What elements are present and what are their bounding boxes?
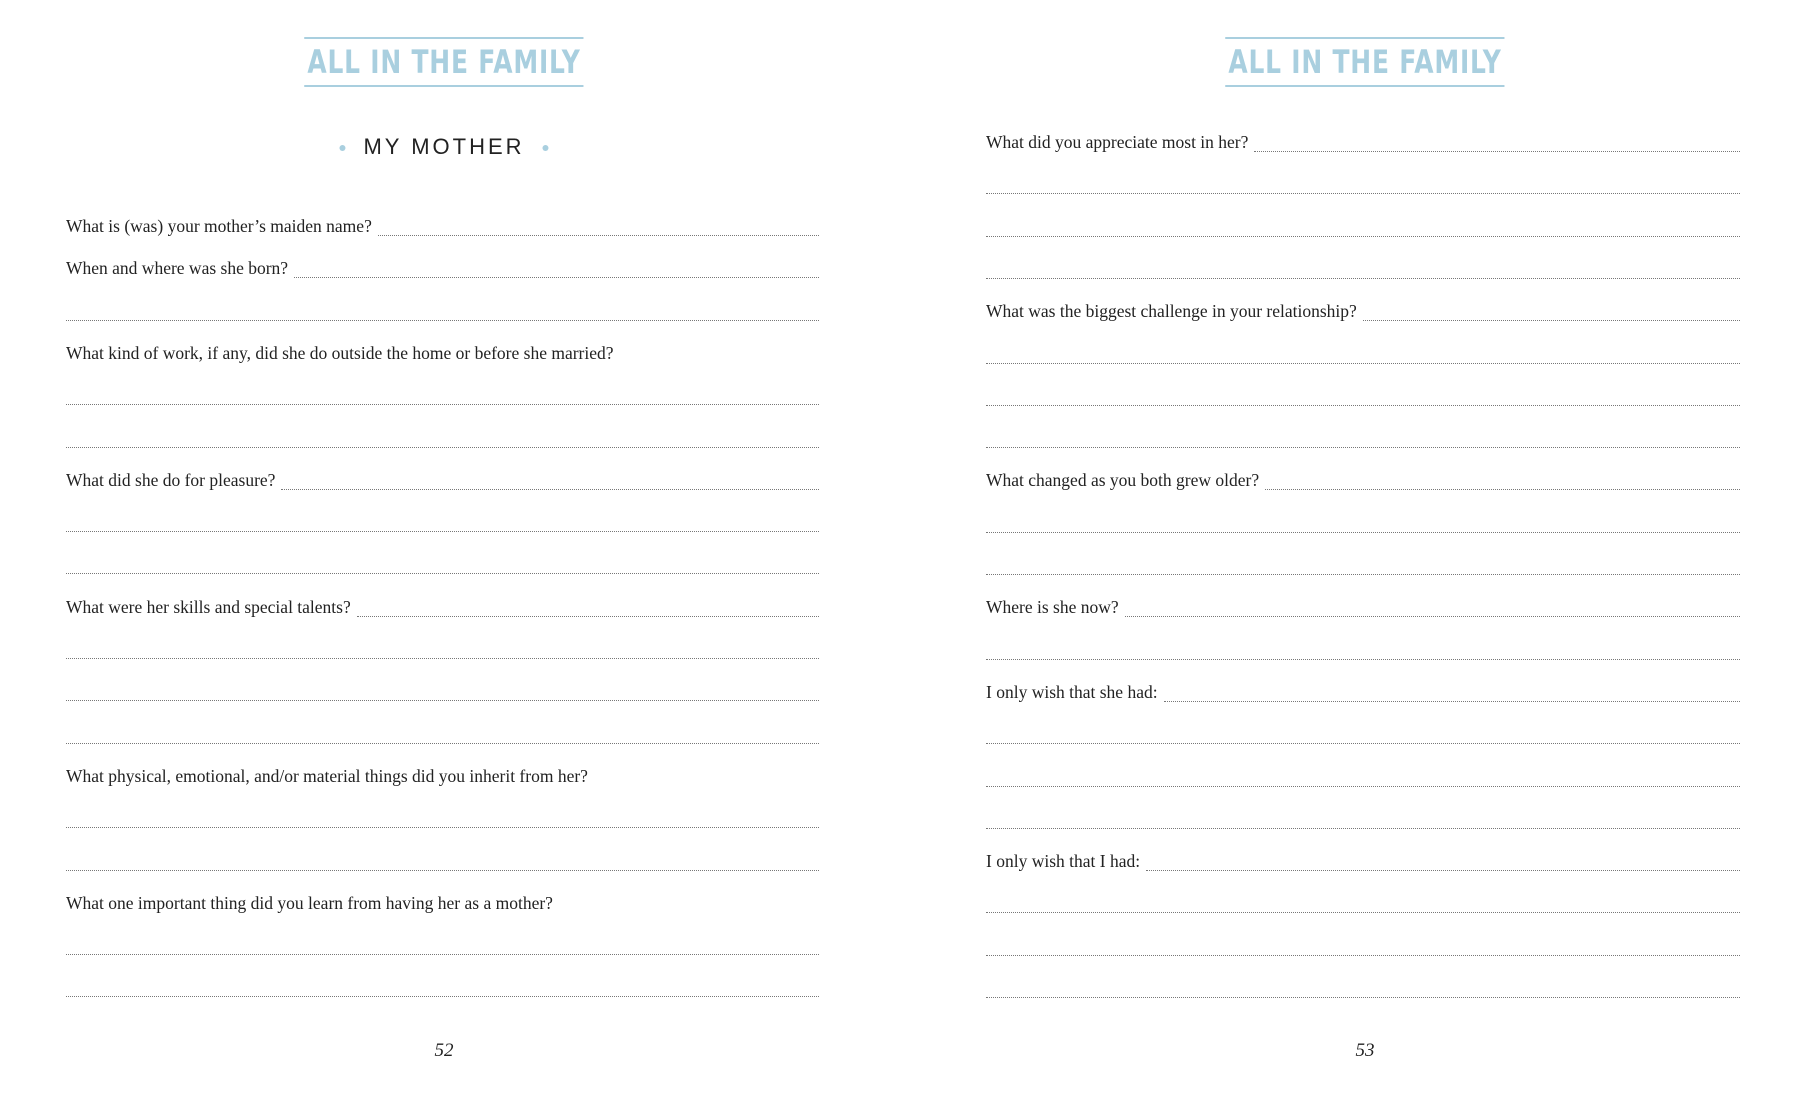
dotted-answer-line[interactable] bbox=[986, 997, 1740, 998]
dotted-answer-line[interactable] bbox=[66, 954, 819, 955]
answer-line[interactable] bbox=[986, 720, 1740, 744]
answer-line[interactable] bbox=[986, 636, 1740, 660]
page-number: 53 bbox=[1355, 1040, 1375, 1061]
answer-line[interactable] bbox=[986, 974, 1740, 998]
dotted-answer-line[interactable] bbox=[986, 236, 1740, 237]
answer-line[interactable] bbox=[66, 720, 819, 744]
answer-line[interactable] bbox=[66, 297, 819, 321]
answer-line[interactable] bbox=[986, 932, 1740, 956]
dotted-answer-line[interactable] bbox=[66, 743, 819, 744]
question-text: What kind of work, if any, did she do outside the home or before she married? bbox=[66, 342, 614, 363]
dotted-answer-line[interactable] bbox=[986, 786, 1740, 787]
dotted-answer-line[interactable] bbox=[66, 870, 819, 871]
answer-line[interactable] bbox=[986, 382, 1740, 406]
question-row bbox=[66, 593, 819, 617]
dotted-answer-line[interactable] bbox=[986, 278, 1740, 279]
answer-line[interactable] bbox=[66, 550, 819, 574]
answer-line[interactable] bbox=[66, 635, 819, 659]
section-title bbox=[321, 134, 566, 160]
answer-line[interactable] bbox=[66, 973, 819, 997]
dotted-answer-line[interactable] bbox=[66, 404, 819, 405]
right-page bbox=[900, 0, 1800, 1105]
question-row bbox=[66, 212, 819, 236]
question-text: I only wish that she had: bbox=[986, 681, 1158, 702]
answer-line[interactable] bbox=[66, 931, 819, 955]
dotted-answer-line[interactable] bbox=[66, 320, 819, 321]
dotted-answer-line[interactable] bbox=[66, 573, 819, 574]
question-row bbox=[66, 254, 819, 278]
question-text: What was the biggest challenge in your relationship? bbox=[986, 301, 1357, 322]
answer-line[interactable] bbox=[986, 424, 1740, 448]
question-row bbox=[66, 339, 819, 363]
dotted-answer-line[interactable] bbox=[986, 193, 1740, 194]
answer-line[interactable] bbox=[986, 805, 1740, 829]
answer-line[interactable] bbox=[986, 213, 1740, 237]
answer-line[interactable] bbox=[986, 763, 1740, 787]
dotted-answer-line[interactable] bbox=[986, 743, 1740, 744]
question-text: When and where was she born? bbox=[66, 258, 289, 279]
dotted-answer-line[interactable] bbox=[66, 447, 819, 448]
dotted-answer-line[interactable] bbox=[294, 277, 819, 278]
dotted-answer-line[interactable] bbox=[357, 616, 819, 617]
question-text: What were her skills and special talents? bbox=[66, 596, 351, 617]
dotted-answer-line[interactable] bbox=[1125, 616, 1740, 617]
question-row bbox=[66, 762, 819, 786]
dotted-answer-line[interactable] bbox=[1254, 151, 1740, 152]
dotted-answer-line[interactable] bbox=[986, 955, 1740, 956]
dotted-answer-line[interactable] bbox=[986, 532, 1740, 533]
question-text: What did she do for pleasure? bbox=[66, 469, 276, 490]
dotted-answer-line[interactable] bbox=[986, 447, 1740, 448]
dotted-answer-line[interactable] bbox=[1265, 489, 1740, 490]
answer-line[interactable] bbox=[66, 804, 819, 828]
answer-line[interactable] bbox=[986, 340, 1740, 364]
dotted-answer-line[interactable] bbox=[66, 658, 819, 659]
dotted-answer-line[interactable] bbox=[986, 912, 1740, 913]
question-row bbox=[986, 678, 1740, 702]
dotted-answer-line[interactable] bbox=[1164, 701, 1740, 702]
section-title-text: MY MOTHER bbox=[363, 134, 525, 159]
question-text: What changed as you both grew older? bbox=[986, 470, 1260, 491]
dotted-answer-line[interactable] bbox=[66, 996, 819, 997]
question-text: What did you appreciate most in her? bbox=[986, 132, 1249, 152]
answer-line[interactable] bbox=[986, 889, 1740, 913]
question-text: What physical, emotional, and/or material things did you inherit from her? bbox=[66, 765, 588, 786]
question-text: I only wish that I had: bbox=[986, 851, 1141, 872]
answer-line[interactable] bbox=[66, 847, 819, 871]
dotted-answer-line[interactable] bbox=[1363, 320, 1740, 321]
question-text: What is (was) your mother’s maiden name? bbox=[66, 216, 372, 236]
dotted-answer-line[interactable] bbox=[986, 363, 1740, 364]
answer-line[interactable] bbox=[66, 677, 819, 701]
dotted-answer-line[interactable] bbox=[378, 235, 819, 236]
question-row bbox=[986, 593, 1740, 617]
page-number: 52 bbox=[434, 1040, 454, 1061]
bullet-icon bbox=[339, 145, 345, 151]
page-header: ALL IN THE FAMILY bbox=[304, 37, 584, 87]
dotted-answer-line[interactable] bbox=[281, 489, 819, 490]
question-text: What one important thing did you learn from having her as a mother? bbox=[66, 892, 553, 913]
question-row bbox=[986, 847, 1740, 871]
answer-line[interactable] bbox=[986, 551, 1740, 575]
answer-line[interactable] bbox=[66, 508, 819, 532]
answer-line[interactable] bbox=[986, 255, 1740, 279]
dotted-answer-line[interactable] bbox=[986, 828, 1740, 829]
page-header: ALL IN THE FAMILY bbox=[1225, 37, 1505, 87]
dotted-answer-line[interactable] bbox=[986, 659, 1740, 660]
dotted-answer-line[interactable] bbox=[66, 827, 819, 828]
dotted-answer-line[interactable] bbox=[986, 405, 1740, 406]
dotted-answer-line[interactable] bbox=[66, 700, 819, 701]
question-row bbox=[986, 297, 1740, 321]
question-row bbox=[66, 466, 819, 490]
question-row bbox=[66, 889, 819, 913]
answer-line[interactable] bbox=[986, 509, 1740, 533]
answer-line[interactable] bbox=[66, 424, 819, 448]
dotted-answer-line[interactable] bbox=[66, 531, 819, 532]
dotted-answer-line[interactable] bbox=[1146, 870, 1740, 871]
question-row bbox=[986, 128, 1740, 152]
question-row bbox=[986, 466, 1740, 490]
answer-line[interactable] bbox=[986, 170, 1740, 194]
answer-line[interactable] bbox=[66, 381, 819, 405]
bullet-icon bbox=[543, 145, 549, 151]
dotted-answer-line[interactable] bbox=[986, 574, 1740, 575]
question-text: Where is she now? bbox=[986, 597, 1119, 618]
